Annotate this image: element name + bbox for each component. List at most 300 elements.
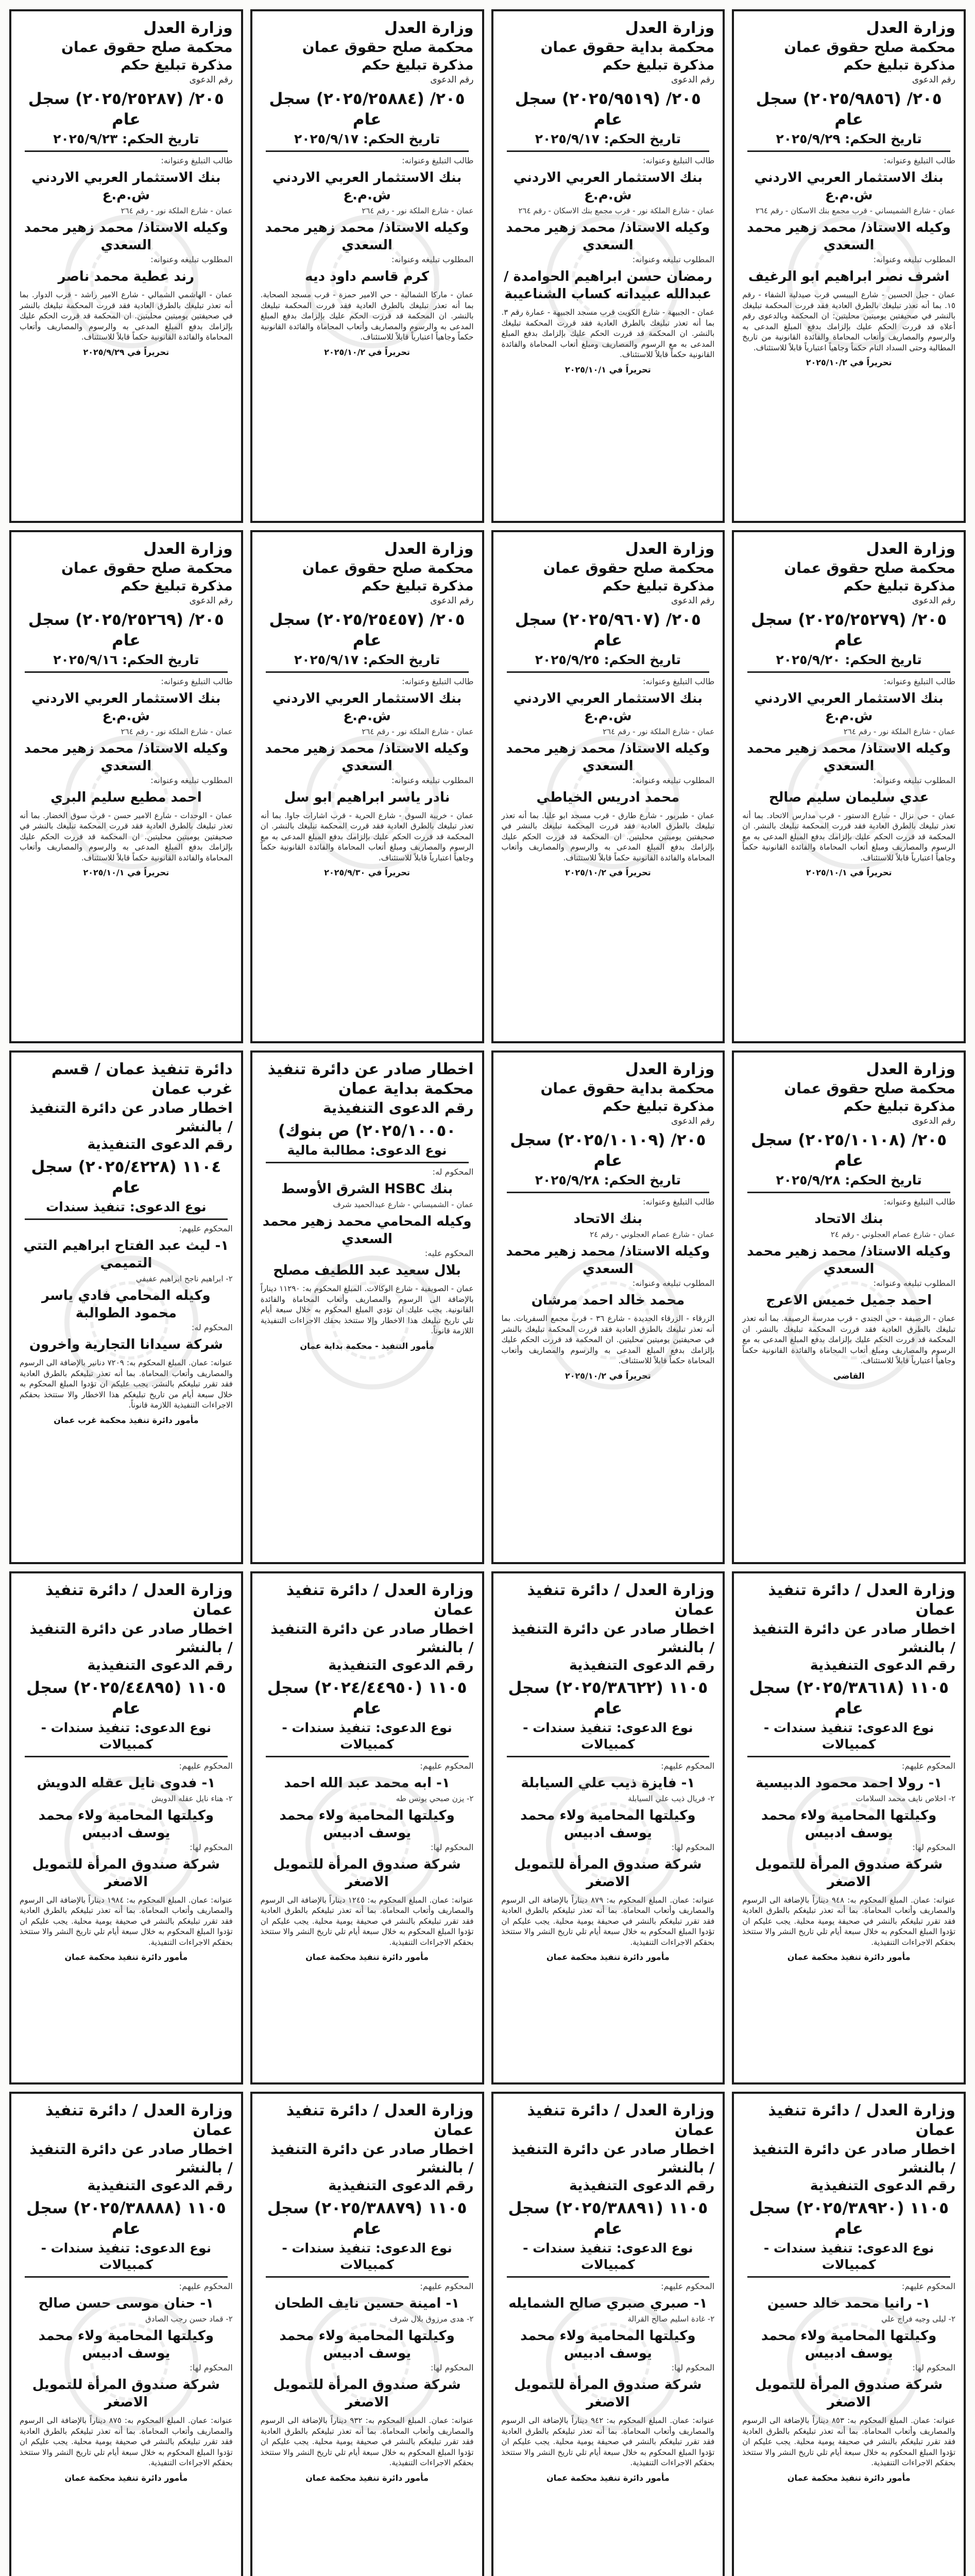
notice-body: عمان - الهاشمي الشمالي - شارع الامير راشد - قرب الدوار. بما أنه تعذر تبليغك بالطرق العادية فقد قررت المحكمة تبليغك بالنشر في صحيفتين يوميتين محليتين. ان المحكمة قد قررت الحكم عليك بإلزامك بدفع المبلغ المدعى به والرسوم والمصاريف وأتعاب المحاماة والفائدة القانونية حكماً قابلاً للاستئناف.: [20, 290, 233, 342]
defendant-name: شركة صندوق المرأة للتمويل الاصغر: [32, 1856, 220, 1890]
ad-header-court: اخطار صادر عن دائرة التنفيذ / بالنشر: [29, 2141, 233, 2176]
divider: [507, 1756, 710, 1757]
case-number: ٢٠٥/ (٢٠٢٥/١٠١٠٩) سجل عام: [510, 1131, 706, 1170]
defendant-name: شركة سيدانا التجارية واخرون: [29, 1337, 223, 1352]
plaintiff-name: بنك الاستثمار العربي الاردني ش.م.ع: [272, 690, 462, 724]
ad-header-title: رقم الدعوى التنفيذية: [87, 2178, 233, 2194]
plaintiff-name: بنك الاستثمار العربي الاردني ش.م.ع: [272, 170, 462, 203]
notice-footer: مأمور دائرة تنفيذ محكمة عمان: [64, 2472, 188, 2483]
defendant-label: المطلوب تبليغه وعنوانه:: [632, 1278, 715, 1288]
ad-header-title: مذكرة تبليغ حكم: [602, 1098, 715, 1114]
ad-header-ministry: وزارة العدل: [866, 539, 955, 558]
ad-header-ministry: وزارة العدل: [866, 1060, 955, 1078]
plaintiff-label: طالب التبليغ وعنوانه:: [161, 676, 233, 686]
ad-header-court: اخطار صادر عن دائرة التنفيذ / بالنشر: [511, 2141, 715, 2176]
plaintiff-label: المحكوم عليهم:: [901, 1760, 955, 1771]
attorney-name: وكيله الاستاذ/ محمد زهير محمد السعدي: [747, 220, 951, 253]
defendant-name: شركة صندوق المرأة للتمويل الاصغر: [32, 2377, 220, 2410]
notice-footer: تحريراً في ٢٠٢٥/١٠/١: [83, 868, 169, 877]
defendant-label: المحكوم عليه:: [424, 1248, 474, 1258]
plaintiff-address: ٢- يزن صبحي يونس طه: [396, 1793, 474, 1803]
ad-header-court: محكمة بداية حقوق عمان: [540, 39, 715, 56]
notice-body: عمان - الجبيهة - شارع الكويت قرب مسجد الجبيهة - عمارة رقم ٣. بما أنه تعذر تبليغك بالطرق العادية فقد قررت المحكمة تبليغك بالنشر. ان المحكمة قد قررت الحكم عليك بإلزامك بدفع المبلغ المدعى به مع الرسوم والمصاريف ومبلغ أتعاب المحاماة والفائدة القانونية حكماً قابلاً للاستئناف.: [501, 308, 715, 359]
plaintiff-address: ٢- ابراهيم ناجح ابراهيم عفيفي: [135, 1274, 233, 1283]
ad-header-title: مذكرة تبليغ حكم: [361, 578, 474, 594]
ad-header-court: محكمة صلح حقوق عمان: [543, 559, 715, 577]
ad-header-title: رقم الدعوى التنفيذية: [328, 2178, 474, 2194]
defendant-label: المحكوم لها:: [190, 2363, 233, 2372]
plaintiff-label: المحكوم عليهم:: [179, 2281, 233, 2291]
notice-body: عنوانه: عمان. المبلغ المحكوم به: ٩٣٢ ديناراً بالإضافة الى الرسوم والمصاريف وأتعاب المحاماة. بما أنه تعذر تبليغكم بالطرق العادية فقد تقرر تبليغكم بالنشر في صحيفة يومية محلية. يجب عليكم ان تؤدوا المبلغ المحكوم به خلال سبعة أيام تلي تاريخ النشر والا ستتخذ بحقكم الاجراءات التنفيذية.: [260, 2416, 474, 2467]
ad-header-title: مذكرة تبليغ حكم: [602, 578, 715, 594]
plaintiff-label: طالب التبليغ وعنوانه:: [643, 1197, 715, 1207]
ad-date: تاريخ الحكم: ٢٠٢٥/٩/٢٥: [535, 652, 681, 667]
notice-body: عمان - الصويفية - شارع الوكالات. المبلغ المحكوم به: ١١٢٩٠ ديناراً بالإضافة الى الرسوم والمصاريف وأتعاب المحاماة والفائدة القانونية. يجب عليك ان تؤدي المبلغ المحكوم به خلال سبعة أيام تلي تاريخ تبليغك هذا الاخطار وإلا ستتخذ بحقك الاجراءات التنفيذية اللازمة قانوناً.: [260, 1284, 474, 1335]
ad-date: نوع الدعوى: تنفيذ سندات - كمبيالات: [763, 2241, 934, 2272]
defendant-name: محمد ادريس الخياطي: [536, 789, 680, 805]
plaintiff-name: بنك الاتحاد: [573, 1211, 643, 1227]
ad-date: نوع الدعوى: تنفيذ سندات - كمبيالات: [523, 2241, 693, 2272]
defendant-label: المطلوب تبليغه وعنوانه:: [150, 775, 233, 785]
notice-footer: مأمور دائرة تنفيذ محكمة عمان: [305, 1952, 429, 1962]
ad-header-court: اخطار صادر عن دائرة التنفيذ / بالنشر: [29, 1620, 233, 1656]
plaintiff-label: المحكوم عليهم:: [901, 2281, 955, 2291]
case-number: ١١٠٥ (٢٠٢٥/٣٨٩٢٠) سجل عام: [749, 2199, 949, 2238]
plaintiff-label: طالب التبليغ وعنوانه:: [402, 676, 474, 686]
attorney-name: وكيله الاستاذ/ محمد زهير محمد السعدي: [506, 1244, 710, 1277]
plaintiff-address: عمان - شارع عصام العجلوني - رقم ٢٤: [590, 1230, 715, 1239]
divider: [747, 1756, 950, 1757]
plaintiff-label: المحكوم عليهم:: [179, 1760, 233, 1771]
ad-header-ministry: وزارة العدل / دائرة تنفيذ عمان: [286, 2102, 474, 2139]
notice-body: عمان - ماركا الشمالية - حي الامير حمزة - قرب مسجد الصحابة. بما أنه تعذر تبليغك بالطرق العادية فقد قررت المحكمة تبليغك بالنشر. ان المحكمة قد قررت الحكم عليك بإلزامك بدفع المبلغ المدعى به والرسوم والمصاريف وأتعاب المحاماة والفائدة القانونية حكماً وجاهياً اعتبارياً قابلاً للاستئناف.: [260, 290, 474, 342]
notice-body: الزرقاء - الزرقاء الجديدة - شارع ٣٦ - قرب مجمع السفريات. بما أنه تعذر تبليغك بالطرق العادية فقد قررت المحكمة تبليغك بالنشر في صحيفتين يوميتين محليتين. ان المحكمة قد قررت الحكم عليك بإلزامك بدفع المبلغ المدعى به والرسوم والمصاريف وأتعاب المحاماة حكماً قابلاً للاستئناف.: [501, 1314, 715, 1365]
ad-date: تاريخ الحكم: ٢٠٢٥/٩/٢٩: [776, 131, 922, 146]
attorney-name: وكيلتها المحامية ولاء محمد يوسف ادبيس: [279, 2328, 455, 2361]
notice-body: عنوانه: عمان. المبلغ المحكوم به: ٨٧٥ ديناراً بالإضافة الى الرسوم والمصاريف وأتعاب المحاماة. بما أنه تعذر تبليغكم بالطرق العادية فقد تقرر تبليغكم بالنشر في صحيفة يومية محلية. يجب عليكم ان تؤدوا المبلغ المحكوم به خلال سبعة أيام تلي تاريخ النشر والا ستتخذ بحقكم الاجراءات التنفيذية.: [20, 2416, 233, 2467]
plaintiff-name: بنك الاتحاد: [814, 1211, 883, 1227]
case-number: ١١٠٥ (٢٠٢٥/٣٨٦١٨) سجل عام: [749, 1678, 949, 1718]
defendant-label: المطلوب تبليغه وعنوانه:: [873, 255, 955, 264]
notice-footer: مأمور دائرة تنفيذ محكمة عمان: [546, 1952, 670, 1962]
case-number: ٢٠٥/ (٢٠٢٥/٢٥٢٧٩) سجل عام: [751, 610, 947, 650]
defendant-label: المطلوب تبليغه وعنوانه:: [632, 255, 715, 264]
plaintiff-name: بنك الاستثمار العربي الاردني ش.م.ع: [754, 690, 944, 724]
plaintiff-address: عمان - شارع الملكة نور - رقم ٢٦٤: [362, 726, 474, 736]
defendant-name: شركة صندوق المرأة للتمويل الاصغر: [273, 2377, 461, 2410]
legal-notice: [491, 530, 725, 1044]
ad-header-court: اخطار صادر عن دائرة التنفيذ / بالنشر: [511, 1620, 715, 1656]
ad-header-court: اخطار صادر عن دائرة التنفيذ / بالنشر: [752, 1620, 955, 1656]
defendant-name: عدي سليمان سليم صالح: [768, 789, 929, 805]
defendant-label: المطلوب تبليغه وعنوانه:: [150, 255, 233, 264]
ad-header-ministry: وزارة العدل / دائرة تنفيذ عمان: [45, 2102, 233, 2139]
attorney-name: وكيله الاستاذ/ محمد زهير محمد السعدي: [506, 220, 710, 253]
ad-date: نوع الدعوى: تنفيذ سندات - كمبيالات: [523, 1720, 693, 1752]
legal-notice: [732, 1050, 966, 1564]
plaintiff-label: المحكوم عليهم:: [420, 1760, 474, 1771]
plaintiff-name: بنك الاستثمار العربي الاردني ش.م.ع: [31, 170, 221, 203]
legal-notice: [732, 530, 966, 1044]
divider: [25, 150, 228, 152]
ad-header-ministry: وزارة العدل: [866, 19, 955, 37]
case-number: ١١٠٥ (٢٠٢٥/٣٨٦٢٢) سجل عام: [508, 1678, 708, 1718]
case-number: ١١٠٥ (٢٠٢٥/٣٨٨٩١) سجل عام: [508, 2199, 708, 2238]
divider: [25, 1756, 228, 1757]
ad-header-title: مذكرة تبليغ حكم: [843, 1098, 955, 1114]
ad-header-title: رقم الدعوى التنفيذية: [328, 1657, 474, 1673]
ad-header-ministry: وزارة العدل / دائرة تنفيذ عمان: [286, 1581, 474, 1619]
case-number: ١١٠٤ (٢٠٢٥/٤٢٢٨) سجل عام: [31, 1158, 221, 1197]
ad-header-ministry: وزارة العدل: [143, 539, 233, 558]
attorney-name: وكيله الاستاذ/ محمد زهير محمد السعدي: [265, 220, 469, 253]
attorney-name: وكيله الاستاذ/ محمد زهير محمد السعدي: [24, 740, 228, 774]
defendant-label: المحكوم لها:: [671, 2363, 715, 2372]
plaintiff-name: بنك الاستثمار العربي الاردني ش.م.ع: [754, 170, 944, 203]
plaintiff-name: بنك HSBC الشرق الأوسط: [281, 1181, 453, 1197]
notice-body: عنوانه: عمان. المبلغ المحكوم به: ١٢٤٥ ديناراً بالإضافة الى الرسوم والمصاريف وأتعاب المحاماة. بما أنه تعذر تبليغكم بالطرق العادية فقد تقرر تبليغكم بالنشر في صحيفة يومية محلية. يجب عليكم ان تؤدوا المبلغ المحكوم به خلال سبعة أيام تلي تاريخ النشر والا ستتخذ بحقكم الاجراءات التنفيذية.: [260, 1895, 474, 1947]
notice-footer: مأمور دائرة تنفيذ محكمة عمان: [787, 1952, 911, 1962]
ad-header-court: محكمة صلح حقوق عمان: [61, 39, 233, 56]
defendant-name: شركة صندوق المرأة للتمويل الاصغر: [755, 2377, 943, 2410]
plaintiff-name: ١- امينة حسين نايف الطحان: [275, 2296, 460, 2311]
plaintiff-name: بنك الاستثمار العربي الاردني ش.م.ع: [513, 170, 703, 203]
ad-case-label: رقم الدعوى: [912, 595, 955, 606]
divider: [507, 150, 710, 152]
case-number: ٢٠٥/ (٢٠٢٥/٢٥٢٦٩) سجل عام: [28, 610, 224, 650]
divider: [266, 2276, 469, 2278]
plaintiff-name: بنك الاستثمار العربي الاردني ش.م.ع: [31, 690, 221, 724]
plaintiff-name: ١- رولا احمد محمود الدبيسية: [755, 1775, 943, 1791]
notice-body: عنوانه: عمان. المبلغ المحكوم به: ١٩٨٤ ديناراً بالإضافة الى الرسوم والمصاريف وأتعاب المحاماة. بما أنه تعذر تبليغكم بالطرق العادية فقد تقرر تبليغكم بالنشر في صحيفة يومية محلية. يجب عليكم ان تؤدوا المبلغ المحكوم به خلال سبعة أيام تلي تاريخ النشر والا ستتخذ بحقكم الاجراءات التنفيذية.: [20, 1895, 233, 1947]
ad-header-court: رقم الدعوى التنفيذية: [322, 1099, 474, 1116]
case-number: ١١٠٥ (٢٠٢٥/٤٤٨٩٥) سجل عام: [26, 1678, 226, 1718]
ad-date: تاريخ الحكم: ٢٠٢٥/٩/١٦: [53, 652, 199, 667]
attorney-name: وكيله المحامي فادي ياسر محمود الطوالبة: [42, 1288, 211, 1321]
legal-notice: [250, 530, 484, 1044]
legal-notice: [250, 2092, 484, 2576]
divider: [266, 1756, 469, 1757]
ad-header-court: اخطار صادر عن دائرة التنفيذ / بالنشر: [270, 2141, 474, 2176]
case-number: ١١٠٥ (٢٠٢٥/٣٨٨٨٨) سجل عام: [26, 2199, 226, 2238]
defendant-label: المحكوم لها:: [430, 1842, 474, 1852]
case-number: ٢٠٥/ (٢٠٢٥/٢٥٢٨٧) سجل عام: [28, 90, 224, 129]
ad-header-ministry: وزارة العدل: [384, 19, 474, 37]
notice-body: عنوانه: عمان. المبلغ المحكوم به: ٧٢٠٩ دنانير بالإضافة الى الرسوم والمصاريف وأتعاب المحاماة. بما أنه تعذر تبليغكم بالطرق العادية فقد تقرر تبليغكم بالنشر. يجب عليكم ان تؤدوا المبلغ المحكوم به خلال سبعة أيام من تاريخ تبليغكم هذا الاخطار والا ستتخذ بحقكم الاجراءات التنفيذية اللازمة قانوناً.: [20, 1358, 233, 1410]
notice-footer: مأمور دائرة تنفيذ محكمة عمان: [64, 1952, 188, 1962]
plaintiff-name: ١- رانيا محمد خالد حسين: [767, 2296, 931, 2311]
ad-header-title: مذكرة تبليغ حكم: [843, 578, 955, 594]
notice-footer: تحريراً في ٢٠٢٥/١٠/٢: [565, 1370, 651, 1381]
defendant-name: كرم قاسم داود ديه: [305, 269, 430, 284]
ad-case-label: رقم الدعوى: [189, 75, 233, 85]
legal-notice: [732, 9, 966, 523]
notice-footer: تحريراً في ٢٠٢٥/٩/٢٩: [83, 347, 169, 357]
notice-body: عمان - جبل الحسين - شارع البيبسي قرب صيدلية الشفاء - رقم ١٥. بما أنه تعذر تبليغك بالطرق العادية فقد قررت المحكمة تبليغك بالنشر في صحيفتين يوميتين محليتين: ان المحكمة وبالدعوى رقم أعلاه قد قررت الحكم عليك بإلزامك بدفع المبلغ المدعى به والرسوم والمصاريف وأتعاب المحاماة والفائدة القانونية من تاريخ المطالبة وحتى السداد التام حكماً وجاهياً اعتبارياً قابلاً للاستئناف.: [742, 290, 955, 352]
notice-body: عمان - خريبة السوق - شارع الحرية - قرب اشارات جاوا. بما أنه تعذر تبليغك بالطرق العادية فقد قررت المحكمة تبليغك بالنشر. ان المحكمة قد قررت الحكم عليك بإلزامك بدفع المبلغ المدعى به مع الرسوم والمصاريف ومبلغ أتعاب المحاماة والفائدة القانونية حكماً وجاهياً اعتبارياً قابلاً للاستئناف.: [260, 810, 474, 862]
ad-header-ministry: وزارة العدل: [625, 1060, 715, 1078]
notice-footer: مأمور دائرة تنفيذ محكمة عمان: [787, 2472, 911, 2483]
legal-notice: [9, 1571, 243, 2085]
plaintiff-address: عمان - شارع الملكة نور - رقم ٢٦٤: [603, 726, 715, 736]
divider: [747, 2276, 950, 2278]
divider: [747, 150, 950, 152]
legal-notice: [491, 1050, 725, 1564]
legal-notice: [250, 1050, 484, 1564]
defendant-label: المحكوم لها:: [671, 1842, 715, 1852]
legal-notice: [9, 1050, 243, 1564]
divider: [25, 1218, 228, 1220]
plaintiff-address: ٢- قماد حسن رجب الصادق: [145, 2314, 233, 2324]
defendant-label: المطلوب تبليغه وعنوانه:: [632, 775, 715, 785]
ad-date: تاريخ الحكم: ٢٠٢٥/٩/٢٠: [776, 652, 922, 667]
notice-footer: تحريراً في ٢٠٢٥/١٠/٢: [565, 868, 651, 877]
legal-notice: [732, 2092, 966, 2576]
ad-header-ministry: وزارة العدل: [625, 539, 715, 558]
case-number: ٢٠٥/ (٢٠٢٥/٩٨٥٦) سجل عام: [756, 90, 942, 129]
plaintiff-label: المحكوم عليهم:: [661, 2281, 715, 2291]
attorney-name: وكيلتها المحامية ولاء محمد يوسف ادبيس: [520, 2328, 696, 2361]
divider: [266, 671, 469, 673]
notice-footer: القاضي: [833, 1370, 865, 1381]
notice-footer: مأمور التنفيذ - محكمة بداية عمان: [300, 1341, 434, 1351]
plaintiff-name: ١- ليث عبد الفتاح ابراهيم التتي التميمي: [23, 1238, 229, 1271]
ad-date: تاريخ الحكم: ٢٠٢٥/٩/١٧: [535, 131, 681, 146]
defendant-name: بلال سعيد عبد اللطيف مصلح: [273, 1263, 461, 1278]
legal-notice: [9, 2092, 243, 2576]
ad-header-ministry: وزارة العدل / دائرة تنفيذ عمان: [527, 1581, 715, 1619]
legal-notice: [491, 9, 725, 523]
ad-date: نوع الدعوى: تنفيذ سندات - كمبيالات: [282, 1720, 452, 1752]
ad-case-label: رقم الدعوى: [671, 1116, 715, 1126]
legal-notice: [732, 1571, 966, 2085]
ad-date: نوع الدعوى: تنفيذ سندات - كمبيالات: [282, 2241, 452, 2272]
ad-case-label: رقم الدعوى: [912, 75, 955, 85]
plaintiff-name: ١- فدوى نايل عقله الدويش: [37, 1775, 216, 1791]
plaintiff-label: طالب التبليغ وعنوانه:: [643, 156, 715, 165]
ad-date: نوع الدعوى: تنفيذ سندات - كمبيالات: [763, 1720, 934, 1752]
notice-footer: تحريراً في ٢٠٢٥/١٠/٢: [324, 347, 410, 357]
divider: [747, 671, 950, 673]
plaintiff-name: ١- ابه محمد عبد الله احمد: [284, 1775, 450, 1791]
defendant-name: محمد خالد احمد مرشان: [531, 1293, 685, 1308]
defendant-label: المطلوب تبليغه وعنوانه:: [391, 775, 474, 785]
ad-header-title: مذكرة تبليغ حكم: [602, 57, 715, 73]
plaintiff-name: ١- حنان موسى حسن صالح: [38, 2296, 214, 2311]
divider: [25, 671, 228, 673]
ad-header-court: اخطار صادر عن دائرة التنفيذ / بالنشر: [752, 2141, 955, 2176]
notice-body: عمان - الرصيفة - حي الجندي - قرب مدرسة الرصيفة. بما أنه تعذر تبليغك بالطرق العادية فقد قررت المحكمة تبليغك بالنشر. ان المحكمة قد قررت الحكم عليك بإلزامك بدفع المبلغ المدعى به مع الرسوم والمصاريف ومبلغ أتعاب المحاماة والفائدة القانونية حكماً وجاهياً اعتبارياً قابلاً للاستئناف.: [742, 1314, 955, 1365]
plaintiff-address: ٢- هناء نايل عقله الدويش: [151, 1793, 233, 1803]
defendant-name: شركة صندوق المرأة للتمويل الاصغر: [514, 1856, 702, 1890]
notice-footer: تحريراً في ٢٠٢٥/١٠/١: [806, 868, 892, 877]
plaintiff-address: ٢- ليلى وجيه فراج علي: [881, 2314, 955, 2324]
attorney-name: وكيله الاستاذ/ محمد زهير محمد السعدي: [747, 1244, 951, 1277]
plaintiff-label: المحكوم عليهم:: [661, 1760, 715, 1771]
attorney-name: وكيله الاستاذ/ محمد زهير محمد السعدي: [747, 740, 951, 774]
notice-body: عمان - طبربور - شارع طارق - قرب مسجد ابو عليا. بما أنه تعذر تبليغك بالطرق العادية فقد قررت المحكمة تبليغك بالنشر في صحيفتين يوميتين محليتين. ان المحكمة قد قررت الحكم عليك بإلزامك بدفع المبلغ المدعى به والرسوم والمصاريف وأتعاب المحاماة والفائدة القانونية حكماً قابلاً للاستئناف.: [501, 810, 715, 862]
plaintiff-name: بنك الاستثمار العربي الاردني ش.م.ع: [513, 690, 703, 724]
legal-notice: [250, 9, 484, 523]
notice-footer: مأمور دائرة تنفيذ محكمة عمان: [305, 2472, 429, 2483]
ad-header-ministry: دائرة تنفيذ عمان / قسم غرب عمان: [51, 1060, 233, 1098]
divider: [25, 2276, 228, 2278]
plaintiff-label: طالب التبليغ وعنوانه:: [643, 676, 715, 686]
ad-date: تاريخ الحكم: ٢٠٢٥/٩/٢٣: [53, 131, 199, 146]
ad-header-title: مذكرة تبليغ حكم: [121, 57, 233, 73]
notice-body: عنوانه: عمان. المبلغ المحكوم به: ٩٤٨ ديناراً بالإضافة الى الرسوم والمصاريف وأتعاب المحاماة. بما أنه تعذر تبليغكم بالطرق العادية فقد تقرر تبليغكم بالنشر في صحيفة يومية محلية. يجب عليكم ان تؤدوا المبلغ المحكوم به خلال سبعة أيام تلي تاريخ النشر والا ستتخذ بحقكم الاجراءات التنفيذية.: [742, 1895, 955, 1947]
ad-header-title: مذكرة تبليغ حكم: [843, 57, 955, 73]
plaintiff-address: عمان - شارع الملكة نور - رقم ٢٦٤: [121, 206, 233, 215]
plaintiff-address: عمان - شارع الملكة نور - رقم ٢٦٤: [362, 206, 474, 215]
notice-footer: تحريراً في ٢٠٢٥/٩/٣٠: [324, 868, 410, 877]
ad-header-court: اخطار صادر عن دائرة التنفيذ / بالنشر: [29, 1099, 233, 1135]
ad-header-ministry: وزارة العدل / دائرة تنفيذ عمان: [768, 1581, 955, 1619]
ad-header-title: رقم الدعوى التنفيذية: [87, 1137, 233, 1153]
ad-header-title: رقم الدعوى التنفيذية: [87, 1657, 233, 1673]
legal-notice: [250, 1571, 484, 2085]
case-number: ٢٠٥/ (٢٠٢٥/٢٥٤٥٧) سجل عام: [269, 610, 465, 650]
divider: [507, 671, 710, 673]
ad-header-title: رقم الدعوى التنفيذية: [810, 1657, 955, 1673]
plaintiff-address: عمان - شارع الملكة نور - رقم ٢٦٤: [843, 726, 955, 736]
ad-case-label: رقم الدعوى: [912, 1116, 955, 1126]
case-number: ٢٠٥/ (٢٠٢٥/٢٥٨٨٤) سجل عام: [269, 90, 465, 129]
notice-body: عنوانه: عمان. المبلغ المحكوم به: ٩٤٢ ديناراً بالإضافة الى الرسوم والمصاريف وأتعاب المحاماة. بما أنه تعذر تبليغكم بالطرق العادية فقد تقرر تبليغكم بالنشر في صحيفة يومية محلية. يجب عليكم ان تؤدوا المبلغ المحكوم به خلال سبعة أيام تلي تاريخ النشر والا ستتخذ بحقكم الاجراءات التنفيذية.: [501, 2416, 715, 2467]
divider: [266, 1162, 469, 1163]
ad-date: تاريخ الحكم: ٢٠٢٥/٩/٢٨: [776, 1173, 922, 1188]
defendant-name: اشرف نصر ابراهيم ابو الرغيف: [748, 269, 950, 284]
plaintiff-address: عمان - شارع عصام العجلوني - رقم ٢٤: [830, 1230, 955, 1239]
defendant-name: احمد جميل خميس الاعرج: [766, 1293, 932, 1308]
ad-header-title: رقم الدعوى التنفيذية: [810, 2178, 955, 2194]
ad-header-title: مذكرة تبليغ حكم: [121, 578, 233, 594]
ad-header-court: اخطار صادر عن دائرة التنفيذ / بالنشر: [270, 1620, 474, 1656]
legal-notice: [9, 9, 243, 523]
ad-header-title: مذكرة تبليغ حكم: [361, 57, 474, 73]
ad-case-label: رقم الدعوى: [430, 75, 474, 85]
ad-header-court: محكمة صلح حقوق عمان: [302, 39, 474, 56]
defendant-name: رند عطية محمد ناصر: [58, 269, 195, 284]
defendant-name: شركة صندوق المرأة للتمويل الاصغر: [755, 1856, 943, 1890]
defendant-name: رمضان حسن ابراهيم الحوامدة / عبدالله عبيداته كساب الشناعيبة: [503, 269, 712, 302]
attorney-name: وكيله المحامي محمد زهير محمد السعدي: [262, 1214, 472, 1247]
plaintiff-address: ٢- هدى مرزوق بلال شرف: [389, 2314, 474, 2324]
defendant-name: نادر ياسر ابراهيم ابو سل: [284, 789, 450, 805]
plaintiff-address: ٢- اخلاص نايف محمد السلامات: [856, 1793, 955, 1803]
plaintiff-label: طالب التبليغ وعنوانه:: [883, 156, 955, 165]
ad-date: تاريخ الحكم: ٢٠٢٥/٩/١٧: [294, 652, 440, 667]
attorney-name: وكيلتها المحامية ولاء محمد يوسف ادبيس: [761, 1807, 937, 1841]
plaintiff-address: عمان - شارع الشميساني - قرب مجمع بنك الاسكان - رقم ٢٦٤: [755, 206, 955, 215]
notices-grid: [9, 9, 966, 2576]
ad-case-label: رقم الدعوى: [430, 595, 474, 606]
legal-notice: [491, 2092, 725, 2576]
defendant-label: المطلوب تبليغه وعنوانه:: [873, 775, 955, 785]
plaintiff-address: ٢- فريال ذيب علي السيابلة: [628, 1793, 715, 1803]
defendant-name: شركة صندوق المرأة للتمويل الاصغر: [273, 1856, 461, 1890]
divider: [507, 1192, 710, 1193]
ad-header-court: محكمة صلح حقوق عمان: [784, 39, 955, 56]
ad-header-title: رقم الدعوى التنفيذية: [569, 2178, 715, 2194]
notice-body: عمان - حي نزال - شارع الدستور - قرب مدارس الاتحاد. بما أنه تعذر تبليغك بالطرق العادية فقد قررت المحكمة تبليغك بالنشر. ان المحكمة قد قررت الحكم عليك بإلزامك بدفع المبلغ المدعى به مع الرسوم والمصاريف ومبلغ أتعاب المحاماة والفائدة القانونية حكماً وجاهياً اعتبارياً قابلاً للاستئناف.: [742, 810, 955, 862]
ad-header-title: رقم الدعوى التنفيذية: [569, 1657, 715, 1673]
ad-header-ministry: وزارة العدل / دائرة تنفيذ عمان: [45, 1581, 233, 1619]
notice-footer: مأمور دائرة تنفيذ محكمة غرب عمان: [54, 1415, 199, 1425]
ad-header-court: محكمة صلح حقوق عمان: [784, 559, 955, 577]
plaintiff-label: المحكوم عليهم:: [420, 2281, 474, 2291]
ad-date: تاريخ الحكم: ٢٠٢٥/٩/١٧: [294, 131, 440, 146]
defendant-label: المحكوم لها:: [912, 1842, 955, 1852]
ad-date: نوع الدعوى: تنفيذ سندات - كمبيالات: [41, 1720, 212, 1752]
attorney-name: وكيله الاستاذ/ محمد زهير محمد السعدي: [24, 220, 228, 253]
legal-notice: [491, 1571, 725, 2085]
defendant-label: المحكوم لها:: [912, 2363, 955, 2372]
plaintiff-label: طالب التبليغ وعنوانه:: [161, 156, 233, 165]
ad-date: نوع الدعوى: تنفيذ سندات: [46, 1199, 207, 1214]
attorney-name: وكيلتها المحامية ولاء محمد يوسف ادبيس: [279, 1807, 455, 1841]
notice-footer: مأمور دائرة تنفيذ محكمة عمان: [546, 2472, 670, 2483]
notice-footer: تحريراً في ٢٠٢٥/١٠/١: [565, 364, 651, 375]
case-number: ٢٠٥/ (٢٠٢٥/٩٥١٩) سجل عام: [515, 90, 701, 129]
case-number: ٢٠٥/ (٢٠٢٥/٩٦٠٧) سجل عام: [515, 610, 701, 650]
defendant-name: احمد مطيع سليم البري: [50, 789, 202, 805]
divider: [266, 150, 469, 152]
ad-header-court: محكمة صلح حقوق عمان: [784, 1080, 955, 1097]
attorney-name: وكيلتها المحامية ولاء محمد يوسف ادبيس: [761, 2328, 937, 2361]
plaintiff-address: عمان - الشميساني - شارع عبدالحميد شرف: [333, 1200, 474, 1209]
notice-body: عنوانه: عمان. المبلغ المحكوم به: ٨٧٩ ديناراً بالإضافة الى الرسوم والمصاريف وأتعاب المحاماة. بما أنه تعذر تبليغكم بالطرق العادية فقد تقرر تبليغكم بالنشر في صحيفة يومية محلية. يجب عليكم ان تؤدوا المبلغ المحكوم به خلال سبعة أيام تلي تاريخ النشر والا ستتخذ بحقكم الاجراءات التنفيذية.: [501, 1895, 715, 1947]
divider: [507, 2276, 710, 2278]
plaintiff-label: طالب التبليغ وعنوانه:: [883, 676, 955, 686]
notice-footer: تحريراً في ٢٠٢٥/١٠/٢: [806, 358, 892, 367]
attorney-name: وكيله الاستاذ/ محمد زهير محمد السعدي: [265, 740, 469, 774]
attorney-name: وكيلتها المحامية ولاء محمد يوسف ادبيس: [38, 1807, 214, 1841]
plaintiff-address: عمان - شارع الملكة نور - رقم ٢٦٤: [121, 726, 233, 736]
ad-header-ministry: وزارة العدل / دائرة تنفيذ عمان: [527, 2102, 715, 2139]
plaintiff-name: ١- صبري صبري صالح الشمايله: [508, 2296, 708, 2311]
ad-case-label: رقم الدعوى: [671, 75, 715, 85]
case-number: ٢٠٥/ (٢٠٢٥/١٠١٠٨) سجل عام: [751, 1131, 947, 1170]
notice-body: عمان - الوحدات - شارع الامير حسن - قرب سوق الخضار. بما أنه تعذر تبليغك بالطرق العادية فقد قررت المحكمة تبليغك بالنشر في صحيفتين يوميتين محليتين. ان المحكمة قد قررت الحكم عليك بإلزامك بدفع المبلغ المدعى به والرسوم والمصاريف وأتعاب المحاماة والفائدة القانونية حكماً قابلاً للاستئناف.: [20, 810, 233, 862]
defendant-label: المطلوب تبليغه وعنوانه:: [391, 255, 474, 264]
ad-header-ministry: وزارة العدل: [384, 539, 474, 558]
plaintiff-label: المحكوم له:: [432, 1167, 474, 1177]
ad-header-ministry: وزارة العدل: [625, 19, 715, 37]
defendant-label: المحكوم لها:: [190, 1842, 233, 1852]
attorney-name: وكيلتها المحامية ولاء محمد يوسف ادبيس: [38, 2328, 214, 2361]
defendant-label: المحكوم له:: [191, 1323, 233, 1332]
divider: [747, 1192, 950, 1193]
attorney-name: وكيلتها المحامية ولاء محمد يوسف ادبيس: [520, 1807, 696, 1841]
ad-header-ministry: اخطار صادر عن دائرة تنفيذ محكمة بداية عمان: [267, 1060, 474, 1098]
plaintiff-name: ١- فايزة ذيب علي السيابلة: [521, 1775, 695, 1791]
ad-header-court: محكمة صلح حقوق عمان: [302, 559, 474, 577]
plaintiff-address: ٢- غادة اسليم صالح القرالة: [627, 2314, 715, 2324]
attorney-name: وكيله الاستاذ/ محمد زهير محمد السعدي: [506, 740, 710, 774]
case-number: ٢٠٢٥/١٠٠٥٠) ص بنوك): [278, 1122, 456, 1140]
defendant-name: شركة صندوق المرأة للتمويل الاصغر: [514, 2377, 702, 2410]
ad-date: نوع الدعوى: تنفيذ سندات - كمبيالات: [41, 2241, 212, 2272]
ad-date: تاريخ الحكم: ٢٠٢٥/٩/٢٨: [535, 1173, 681, 1188]
notice-body: عنوانه: عمان. المبلغ المحكوم به: ٨٥٣ ديناراً بالإضافة الى الرسوم والمصاريف وأتعاب المحاماة. بما أنه تعذر تبليغكم بالطرق العادية فقد تقرر تبليغكم بالنشر في صحيفة يومية محلية. يجب عليكم ان تؤدوا المبلغ المحكوم به خلال سبعة أيام تلي تاريخ النشر والا ستتخذ بحقكم الاجراءات التنفيذية.: [742, 2416, 955, 2467]
case-number: ١١٠٥ (٢٠٢٤/٤٤٩٥٠) سجل عام: [267, 1678, 467, 1718]
ad-case-label: رقم الدعوى: [189, 595, 233, 606]
plaintiff-label: المحكوم عليهم:: [179, 1224, 233, 1233]
ad-date: نوع الدعوى: مطالبة مالية: [287, 1143, 447, 1158]
case-number: ١١٠٥ (٢٠٢٥/٣٨٨٧٩) سجل عام: [267, 2199, 467, 2238]
legal-notice: [9, 530, 243, 1044]
